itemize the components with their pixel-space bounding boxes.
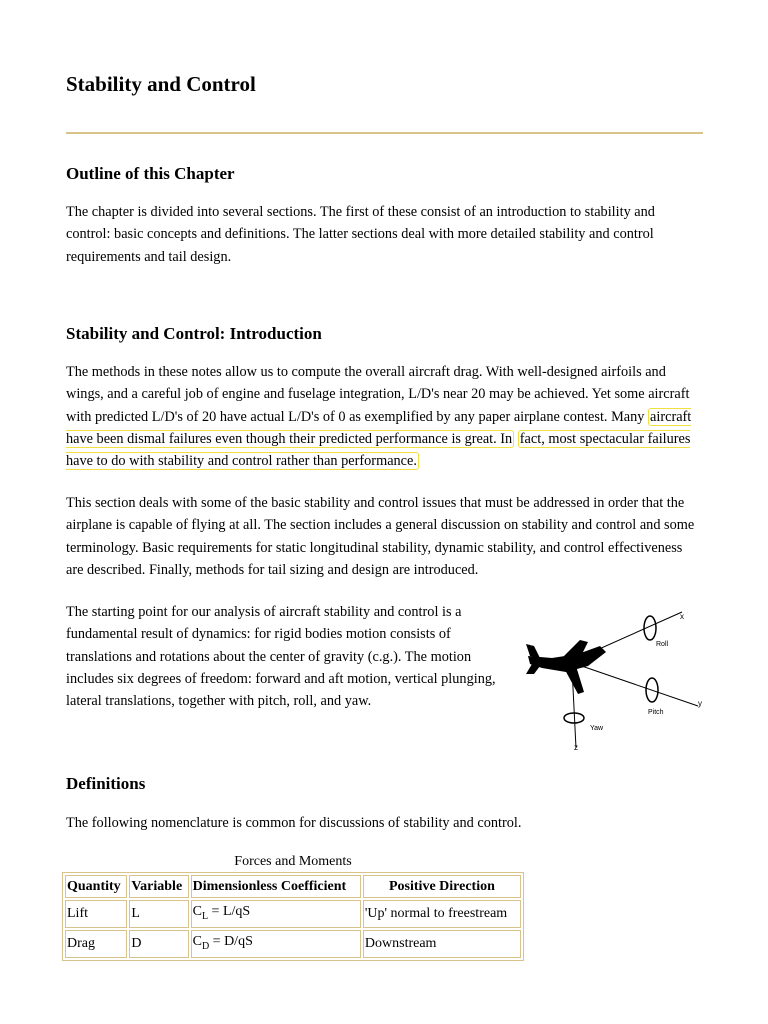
horizontal-rule: [66, 132, 703, 134]
definitions-paragraph: The following nomenclature is common for discussions of stability and control.: [66, 815, 522, 831]
intro-paragraph-3: The starting point for our analysis of aircraft stability and control is a fundamental result of dynamics: for rigid bodies motion consists of translations and rotations about the center of gravity (c.g.). The motion includes six degrees of freedom: forward and aft motion, vertical plunging, lateral translations, together with pitch, roll, and yaw.: [66, 604, 496, 710]
page-title: Stability and Control: [66, 72, 256, 96]
column-header: Dimensionless Coefficient: [191, 875, 361, 898]
intro-heading: Stability and Control: Introduction: [66, 324, 322, 343]
column-header: Variable: [129, 875, 188, 898]
aircraft-axes-figure: [522, 606, 708, 756]
table-cell: D: [129, 930, 188, 958]
y-axis-label: y: [698, 699, 702, 708]
intro-paragraph-2: This section deals with some of the basic stability and control issues that must be addressed in order that the airplane is capable of flying at all. The section includes a general discussion on stability and control and some terminology. Basic requirements for static longitudinal stability, dynamic stability, and control effectiveness are described. Finally, methods for tail sizing and design are introduced.: [66, 495, 695, 578]
yaw-label: Yaw: [590, 725, 604, 732]
intro-p1-text: The methods in these notes allow us to compute the overall aircraft drag. With well-designed airfoils and wings, and a careful job of engine and fuselage integration, L/D's near 20 may be achieved. Yet some aircraft with predicted L/D's of 20 have actual L/D's of 0 as exemplified by any paper airplane contest. Many: [66, 364, 690, 425]
table-cell: $C_D = D/qS$: [191, 930, 361, 958]
table-cell: $C_L = L/qS$: [191, 900, 361, 928]
highlight-annotation-2[interactable]: fact, most spectacular failures have to do with stability and control rather than performance.: [66, 430, 691, 470]
roll-label: Roll: [656, 641, 669, 648]
airplane-icon: [526, 640, 606, 694]
z-axis-label: z: [574, 743, 578, 752]
intro-paragraph-1: [66, 361, 702, 472]
table-cell: Downstream: [363, 930, 521, 958]
table-cell: Drag: [65, 930, 127, 958]
forces-moments-table: [62, 850, 524, 961]
table-caption: Forces and Moments: [234, 854, 352, 869]
table-cell: Lift: [65, 900, 127, 928]
table-cell: L: [129, 900, 188, 928]
x-axis-label: x: [680, 612, 684, 621]
table-header-row: [65, 875, 521, 898]
outline-paragraph: The chapter is divided into several sections. The first of these consist of an introduction to stability and control: basic concepts and definitions. The latter sections deal with more detailed stability and control requirements and tail design.: [66, 204, 655, 265]
table-row: [65, 930, 521, 958]
outline-heading: Outline of this Chapter: [66, 164, 235, 183]
definitions-heading: Definitions: [66, 774, 146, 793]
table-row: [65, 900, 521, 928]
column-header: Positive Direction: [363, 875, 521, 898]
pitch-label: Pitch: [648, 709, 664, 716]
highlight-annotation-1[interactable]: aircraft have been dismal failures even though their predicted performance is great. In: [66, 408, 692, 447]
column-header: Quantity: [65, 875, 127, 898]
table-cell: 'Up' normal to freestream: [363, 900, 521, 928]
